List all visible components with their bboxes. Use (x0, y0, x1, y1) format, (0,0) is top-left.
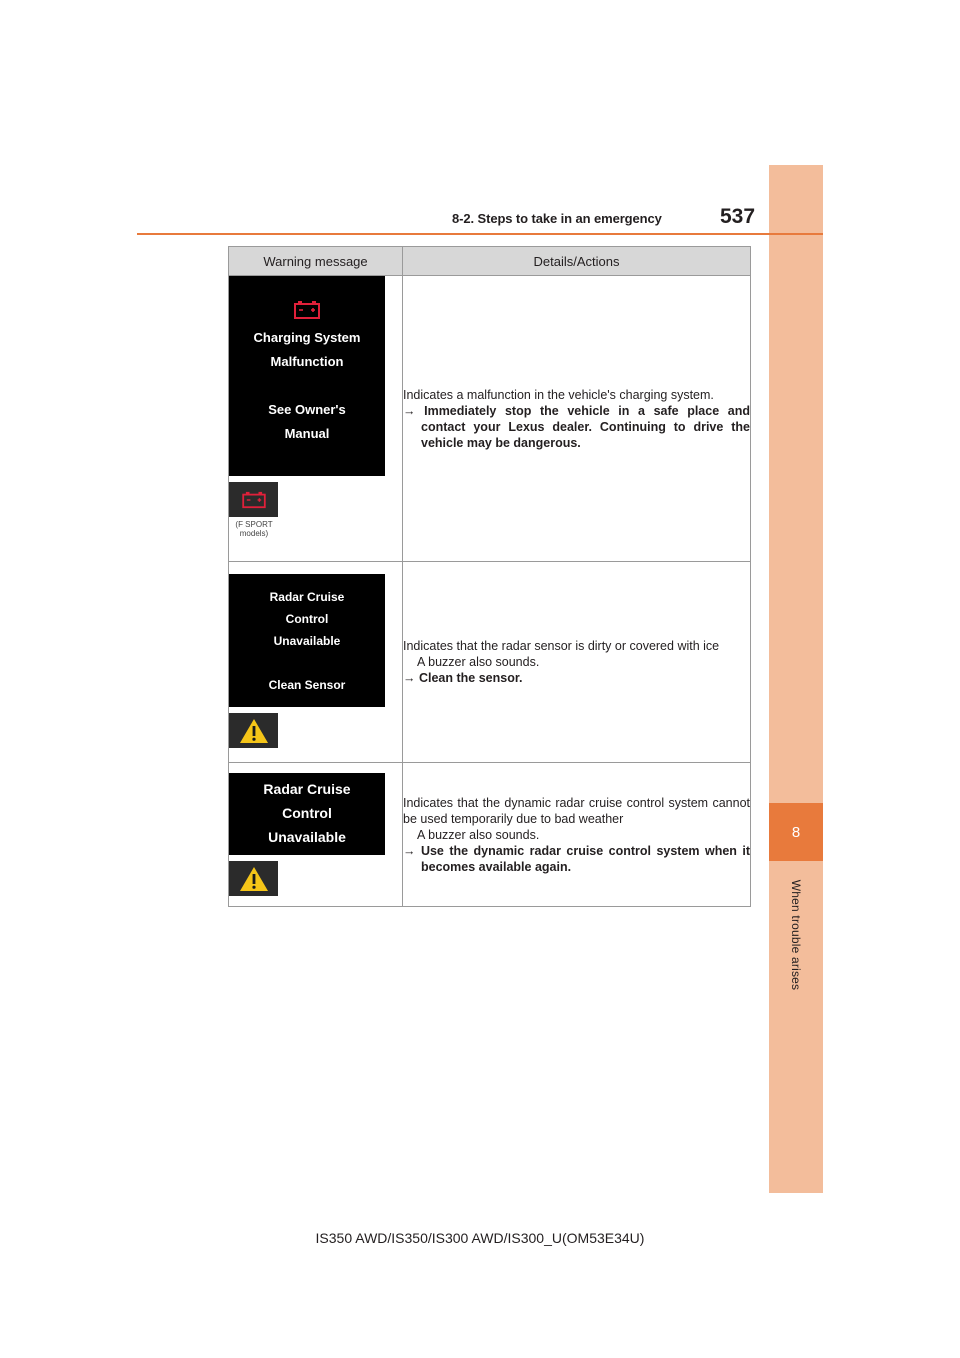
screen-line: See Owner's (268, 402, 346, 417)
section-title: 8-2. Steps to take in an emergency (452, 211, 662, 226)
screen-line: Charging System (253, 330, 361, 345)
table-row (229, 763, 751, 907)
battery-icon (241, 491, 267, 509)
table-row (229, 562, 751, 763)
screen-line: Unavailable (273, 634, 341, 648)
warning-icon (239, 718, 269, 744)
arrow-icon: → (403, 403, 416, 418)
screen-line: Manual (284, 426, 330, 441)
details-text: Indicates that the radar sensor is dirty or covered with ice (403, 639, 720, 653)
details-cell (403, 562, 751, 763)
table-header-row (229, 247, 751, 276)
chapter-title: When trouble arises (789, 879, 803, 991)
details-cell (403, 276, 751, 562)
screen-line: Unavailable (268, 829, 346, 845)
footer-model-code: IS350 AWD/IS350/IS300 AWD/IS300_U(OM53E34U) (315, 1230, 645, 1246)
page-number: 537 (720, 205, 756, 228)
warning-image-cell (229, 763, 403, 907)
warning-table (228, 246, 751, 907)
side-tab (769, 165, 823, 1193)
details-text: Indicates that the dynamic radar cruise control system cannot be used temporarily due to bad weather (403, 795, 750, 826)
arrow-icon: → (403, 843, 416, 858)
arrow-icon: → (403, 671, 416, 685)
table-row (229, 276, 751, 562)
screen-line: Malfunction (270, 354, 344, 369)
warning-icon (239, 866, 269, 892)
chapter-number: 8 (769, 803, 823, 861)
details-subtext: A buzzer also sounds. (417, 655, 540, 669)
warning-indicator (229, 861, 278, 896)
display-screen (229, 276, 385, 476)
display-screen (229, 773, 385, 855)
details-cell (403, 763, 751, 907)
battery-indicator (229, 482, 278, 517)
screen-line: Radar Cruise (263, 781, 351, 797)
column-header-warning: Warning message (229, 247, 403, 276)
screen-line: Radar Cruise (269, 590, 345, 604)
warning-image-cell (229, 562, 403, 763)
warning-indicator (229, 713, 278, 748)
display-screen (229, 574, 385, 707)
details-text: Indicates a malfunction in the vehicle's charging system. (403, 387, 714, 402)
header-rule (137, 233, 823, 235)
screen-line: Clean Sensor (268, 678, 346, 692)
screen-line: Control (285, 612, 329, 626)
details-subtext: A buzzer also sounds. (417, 827, 540, 842)
warning-image-cell (229, 276, 403, 562)
screen-line: Control (282, 805, 332, 821)
model-note: (F SPORT models) (235, 520, 273, 538)
action-item: → Use the dynamic radar cruise control system when it becomes available again. (403, 843, 750, 874)
battery-icon (293, 300, 321, 320)
action-item: → Clean the sensor. (403, 671, 523, 685)
action-item: → Immediately stop the vehicle in a safe place and contact your Lexus dealer. Continuing to drive the vehicle may be dangerous. (403, 403, 750, 450)
column-header-details: Details/Actions (403, 247, 751, 276)
